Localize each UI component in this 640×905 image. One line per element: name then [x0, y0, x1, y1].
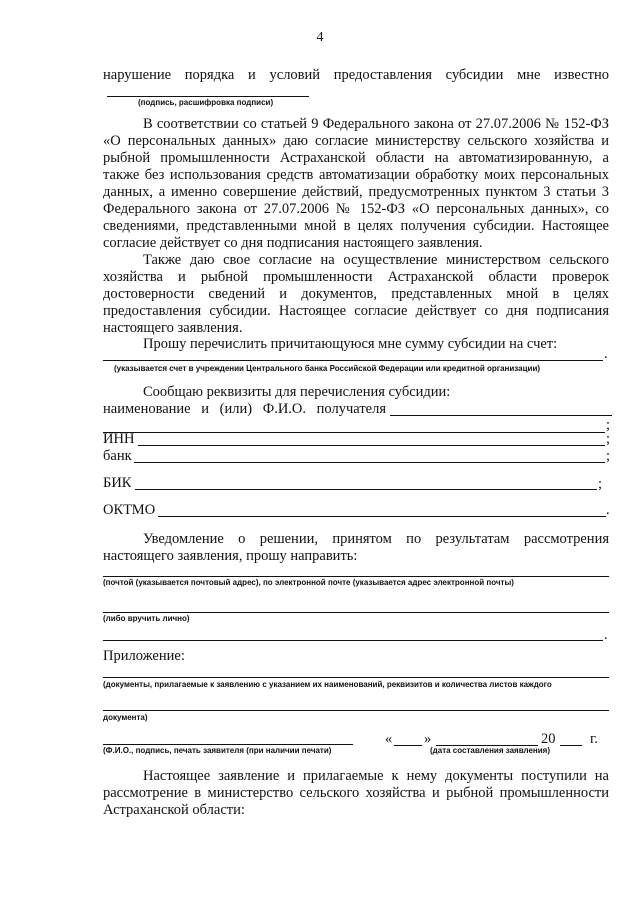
- verification-line: Также даю свое согласие на осуществление министерством сельского: [143, 252, 609, 268]
- attachment-input-line-2[interactable]: [103, 710, 609, 711]
- inn-label: ИНН: [103, 431, 135, 447]
- receipt-line: Астраханской области:: [103, 802, 245, 818]
- signature-line[interactable]: [107, 96, 309, 97]
- date-caption: (дата составления заявления): [430, 746, 551, 755]
- verification-line: достоверности сведений и документов, представленных мной в целях: [103, 286, 609, 302]
- year-input-line[interactable]: [560, 745, 582, 746]
- verification-line: настоящего заявления.: [103, 320, 243, 336]
- recipient-label: наименование и (или) Ф.И.О. получателя: [103, 401, 386, 417]
- consent-line: «О персональных данных» даю согласие министерству сельского хозяйства и: [103, 133, 609, 149]
- consent-line: данных, а именно совершение действий, предусмотренных пунктом 3 статьи 3: [103, 184, 609, 200]
- verification-paragraph: [103, 252, 609, 337]
- page-number: 4: [316, 30, 324, 45]
- receipt-paragraph: [103, 768, 609, 819]
- consent-line: сведениями, представленными мной в целях получения субсидии. Настоящее: [103, 218, 609, 234]
- bik-label: БИК: [103, 475, 132, 491]
- attachment-input-line[interactable]: [103, 677, 609, 678]
- verification-line: предоставления субсидии. Настоящее согласие действует со дня подписания: [103, 303, 609, 319]
- bank-label: банк: [103, 448, 132, 464]
- consent-line: В соответствии со статьей 9 Федерального закона от 27.07.2006 № 152-ФЗ: [143, 116, 609, 132]
- notice-line: настоящего заявления, прошу направить:: [103, 548, 358, 564]
- oktmo-period: .: [606, 502, 610, 518]
- notice-period: .: [604, 627, 608, 643]
- oktmo-label: ОКТМО: [103, 502, 156, 518]
- bik-semicolon: ;: [598, 476, 603, 492]
- account-request: Прошу перечислить причитающуюся мне сумму субсидии на счет:: [143, 336, 558, 352]
- notice-caption: (почтой (указывается почтовый адрес), по электронной почте (указывается адрес электронной почты): [103, 578, 514, 587]
- signature-caption: (Ф.И.О., подпись, печать заявителя (при наличии печати): [103, 746, 332, 755]
- notice-input-line[interactable]: [103, 576, 609, 577]
- intro-statement: нарушение порядка и условий предоставления субсидии мне известно: [103, 67, 609, 83]
- notice-caption: (либо вручить лично): [103, 614, 190, 623]
- account-period: .: [604, 346, 608, 362]
- consent-line: согласие действует со дня подписания настоящего заявления.: [103, 235, 483, 251]
- consent-line: Федерального закона от 27.07.2006 № 152-ФЗ «О персональных данных», со: [103, 201, 609, 217]
- consent-line: рыбной промышленности Астраханской области на автоматизированную, а: [103, 150, 609, 166]
- date-close-quote: »: [424, 731, 432, 747]
- attachment-label: Приложение:: [103, 648, 185, 664]
- consent-paragraph: [103, 116, 609, 252]
- recipient-semicolon: ;: [606, 417, 611, 433]
- receipt-line: рассмотрение в министерство сельского хозяйства и рыбной промышленности: [103, 785, 609, 801]
- year-prefix: 20: [541, 731, 556, 747]
- notice-input-line-2[interactable]: [103, 612, 609, 613]
- account-caption: (указывается счет в учреждении Центрального банка Российской Федерации или кредитной организации): [114, 364, 541, 373]
- applicant-signature-line[interactable]: [103, 744, 353, 745]
- year-suffix: г.: [590, 731, 598, 747]
- notice-line: Уведомление о решении, принятом по результатам рассмотрения: [143, 531, 609, 547]
- date-open-quote: «: [385, 731, 393, 747]
- verification-line: хозяйства и рыбной промышленности Астраханской области проверок: [103, 269, 609, 285]
- account-input-line[interactable]: [103, 360, 603, 361]
- bank-input-line[interactable]: [134, 462, 605, 463]
- inn-input-line[interactable]: [138, 445, 605, 446]
- receipt-line: Настоящее заявление и прилагаемые к нему документы поступили на: [143, 768, 609, 784]
- attachment-caption: документа): [103, 713, 148, 722]
- notice-input-line-3[interactable]: [103, 640, 603, 641]
- bik-input-line[interactable]: [135, 489, 597, 490]
- requisites-intro: Сообщаю реквизиты для перечисления субсидии:: [143, 384, 451, 400]
- consent-line: также без использования средств автоматизации обработку моих персональных: [103, 167, 609, 183]
- inn-semicolon: ;: [606, 431, 611, 447]
- recipient-input-line-2[interactable]: [103, 432, 605, 433]
- signature-caption: (подпись, расшифровка подписи): [138, 98, 274, 107]
- recipient-input-line[interactable]: [390, 415, 612, 416]
- attachment-caption: (документы, прилагаемые к заявлению с указанием их наименований, реквизитов и количества листов каждого: [103, 680, 552, 689]
- oktmo-input-line[interactable]: [158, 516, 606, 517]
- bank-semicolon: ;: [606, 448, 611, 464]
- date-day-line[interactable]: [394, 745, 422, 746]
